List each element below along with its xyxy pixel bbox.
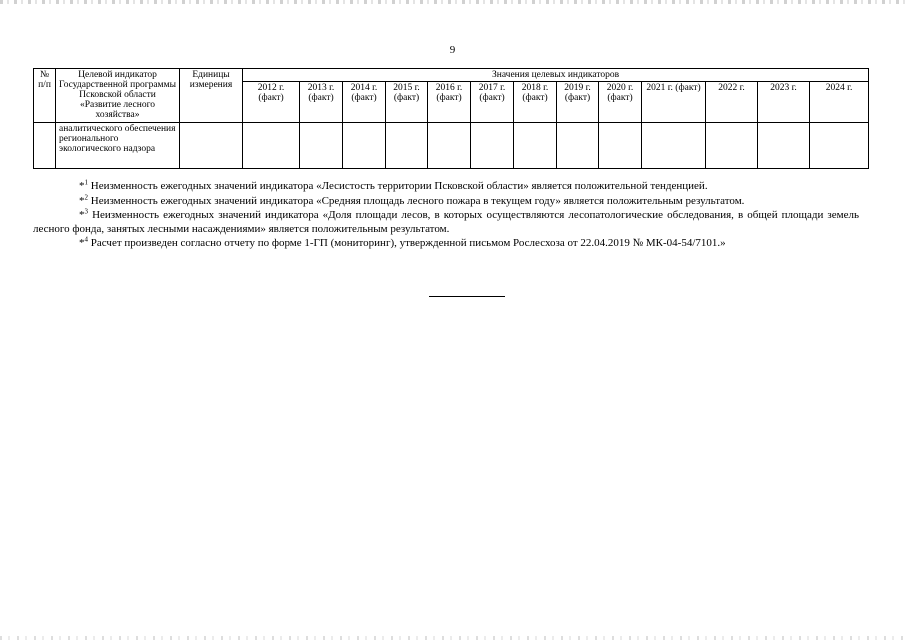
value-cell	[300, 123, 343, 169]
end-separator-line	[429, 296, 505, 297]
footnote-mark: *	[79, 194, 85, 207]
header-number: № п/п	[34, 69, 56, 123]
header-year: 2023 г.	[758, 82, 810, 123]
row-units	[180, 123, 243, 169]
header-year: 2024 г.	[810, 82, 869, 123]
value-cell	[706, 123, 758, 169]
header-year: 2017 г. (факт)	[471, 82, 514, 123]
value-cell	[642, 123, 706, 169]
footnotes	[33, 180, 859, 252]
header-year: 2012 г. (факт)	[243, 82, 300, 123]
header-indicator: Целевой индикатор Государственной программы Псковской области «Развитие лесного хозяйства»	[56, 69, 180, 123]
footnote-number: 4	[84, 235, 88, 244]
header-year: 2014 г. (факт)	[343, 82, 386, 123]
footnote-text: Расчет произведен согласно отчету по форме 1-ГП (мониторинг), утвержденной письмом Рослесхоза от 22.04.2019 № МК-04-54/7101.»	[88, 237, 726, 249]
footnote-number: 1	[84, 178, 88, 187]
target-indicators-table	[33, 68, 869, 169]
footnote	[33, 180, 859, 194]
footnote-mark: *	[79, 180, 85, 192]
footnote-text: Неизменность ежегодных значений индикатора «Средняя площадь лесного пожара в текущем году» является положительным результатом.	[88, 194, 745, 207]
header-year: 2015 г. (факт)	[386, 82, 428, 123]
header-year: 2018 г. (факт)	[514, 82, 557, 123]
header-year: 2021 г. (факт)	[642, 82, 706, 123]
footnote	[33, 209, 859, 236]
value-cell	[243, 123, 300, 169]
value-cell	[810, 123, 869, 169]
row-number	[34, 123, 56, 169]
header-year: 2019 г. (факт)	[557, 82, 599, 123]
footnote-number: 2	[84, 192, 88, 201]
row-indicator-name: аналитического обеспечения регионального экологического надзора	[56, 123, 180, 169]
header-year: 2013 г. (факт)	[300, 82, 343, 123]
header-year: 2016 г. (факт)	[428, 82, 471, 123]
value-cell	[599, 123, 642, 169]
footnote-text: Неизменность ежегодных значений индикатора «Лесистость территории Псковской области» является положительной тенденцией.	[88, 180, 708, 192]
header-year: 2022 г.	[706, 82, 758, 123]
value-cell	[514, 123, 557, 169]
header-year: 2020 г. (факт)	[599, 82, 642, 123]
header-units: Единицы измерения	[180, 69, 243, 123]
footnote-text: Неизменность ежегодных значений индикатора «Доля площади лесов, в которых осуществляются лесопатологические обследования, в общей площади земель лесного фонда, занятых лесными насаждениями» является положительным результатом.	[33, 209, 859, 235]
footnote-mark: *	[79, 209, 85, 221]
footnote	[33, 192, 859, 209]
value-cell	[428, 123, 471, 169]
value-cell	[557, 123, 599, 169]
table-header-row	[34, 69, 869, 82]
value-cell	[386, 123, 428, 169]
footnote-number: 3	[84, 207, 88, 216]
value-cell	[343, 123, 386, 169]
page-number: 9	[449, 44, 456, 56]
value-cell	[758, 123, 810, 169]
scan-artifact-top	[0, 0, 905, 4]
footnote-mark: *	[79, 237, 85, 249]
header-indicator-values: Значения целевых индикаторов	[243, 69, 869, 82]
scan-artifact-bottom	[0, 636, 905, 640]
value-cell	[471, 123, 514, 169]
table-row	[34, 123, 869, 169]
footnote	[33, 237, 859, 251]
